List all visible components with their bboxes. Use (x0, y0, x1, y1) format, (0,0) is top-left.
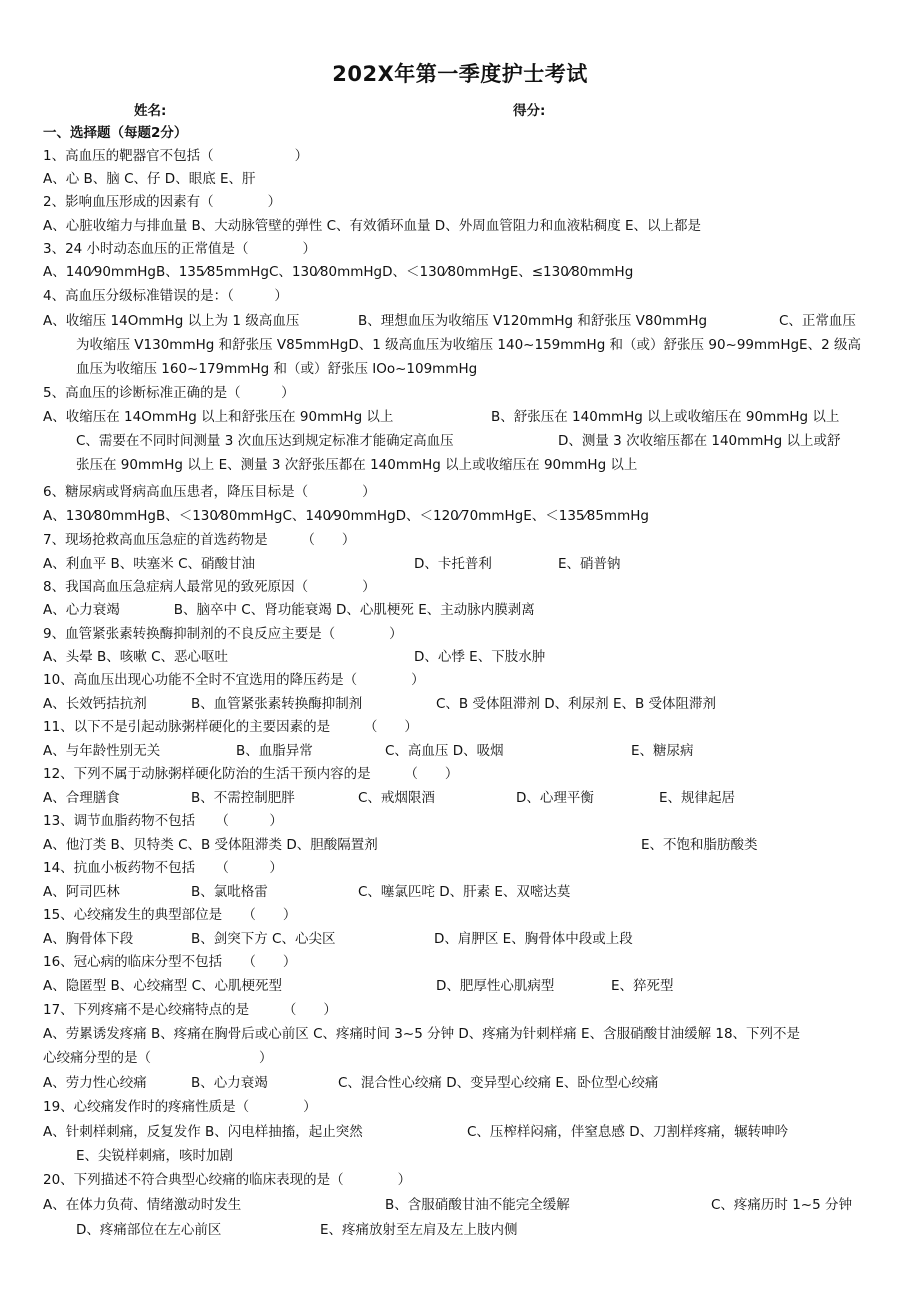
answer-option: C、高血压 D、吸烟 (385, 743, 504, 759)
question-text: 20、下列描述不符合典型心绞痛的临床表现的是（ ） (43, 1172, 412, 1188)
answer-option: A、利血平 B、呋塞米 C、硝酸甘油 (43, 556, 256, 572)
answer-option: C、B 受体阻滞剂 D、利尿剂 E、B 受体阻滞剂 (436, 696, 717, 712)
answer-options: A、130⁄80mmHgB、＜130⁄80mmHgC、140⁄90mmHgD、＜120⁄70mmHgE、＜135⁄85mmHg (43, 508, 649, 524)
answer-option: C、疼痛历时 1~5 分钟 (711, 1197, 852, 1213)
question-text: 4、高血压分级标准错误的是：（ ） (43, 288, 288, 304)
answer-options: A、心力衰竭 B、脑卒中 C、肾功能衰竭 D、心肌梗死 E、主动脉内膜剥离 (43, 602, 535, 618)
question-text: 19、心绞痛发作时的疼痛性质是（ ） (43, 1099, 317, 1115)
answer-option: A、胸骨体下段 (43, 931, 134, 947)
question-text: 7、现场抢救高血压急症的首选药物是 （ ） (43, 532, 356, 548)
question-text: 15、心绞痛发生的典型部位是 （ ） (43, 907, 297, 923)
question-text: 8、我国高血压急症病人最常见的致死原因（ ） (43, 579, 376, 595)
answer-option: A、他汀类 B、贝特类 C、B 受体阻滞类 D、胆酸隔置剂 (43, 837, 378, 853)
answer-option: C、需要在不同时间测量 3 次血压达到规定标准才能确定高血压 (76, 433, 454, 449)
answer-option: E、疼痛放射至左肩及左上肢内侧 (320, 1222, 518, 1238)
answer-option: A、针刺样刺痛，反复发作 B、闪电样抽搐，起止突然 (43, 1124, 363, 1140)
question-text: 1、高血压的靶器官不包括（ ） (43, 148, 309, 164)
question-text: 12、下列不属于动脉粥样硬化防治的生活干预内容的是 （ ） (43, 766, 459, 782)
answer-option: B、理想血压为收缩压 V120mmHg 和舒张压 V80mmHg (358, 313, 708, 329)
answer-option: D、疼痛部位在左心前区 (76, 1222, 222, 1238)
question-text: 17、下列疼痛不是心绞痛特点的是 （ ） (43, 1002, 337, 1018)
answer-option: D、心悸 E、下肢水肿 (414, 649, 546, 665)
answer-option: E、尖锐样刺痛，咳时加剧 (76, 1148, 234, 1164)
answer-option: C、戒烟限酒 (358, 790, 435, 806)
answer-options: A、心 B、脑 C、仔 D、眼底 E、肝 (43, 171, 256, 187)
question-text: 11、以下不是引起动脉粥样硬化的主要因素的是 （ ） (43, 719, 418, 735)
answer-option: D、卡托普利 (414, 556, 492, 572)
answer-option: E、糖尿病 (631, 743, 694, 759)
question-text: 5、高血压的诊断标准正确的是（ ） (43, 385, 295, 401)
answer-options: A、劳累诱发疼痛 B、疼痛在胸骨后或心前区 C、疼痛时间 3~5 分钟 D、疼痛为针刺样痛 E、含服硝酸甘油缓解 18、下列不是 (43, 1026, 801, 1042)
answer-option: A、合理膳食 (43, 790, 120, 806)
question-text: 16、冠心病的临床分型不包括 （ ） (43, 954, 297, 970)
score-label: 得分: (513, 103, 546, 119)
answer-option: A、在体力负荷、情绪激动时发生 (43, 1197, 242, 1213)
answer-options: 张压在 90mmHg 以上 E、测量 3 次舒张压都在 140mmHg 以上或收缩压在 90mmHg 以上 (76, 457, 638, 473)
question-text: 13、调节血脂药物不包括 （ ） (43, 813, 283, 829)
answer-option: B、剑突下方 C、心尖区 (191, 931, 336, 947)
name-label: 姓名: (134, 103, 167, 119)
answer-option: A、头晕 B、咳嗽 C、恶心呕吐 (43, 649, 229, 665)
answer-option: B、氯吡格雷 (191, 884, 268, 900)
answer-option: A、劳力性心绞痛 (43, 1075, 147, 1091)
answer-option: B、含服硝酸甘油不能完全缓解 (385, 1197, 570, 1213)
answer-option: A、收缩压在 14OmmHg 以上和舒张压在 90mmHg 以上 (43, 409, 394, 425)
answer-option: A、阿司匹林 (43, 884, 120, 900)
answer-option: A、与年龄性别无关 (43, 743, 161, 759)
question-text: 6、糖尿病或肾病高血压患者，降压目标是（ ） (43, 484, 376, 500)
answer-option: D、测量 3 次收缩压都在 140mmHg 以上或舒 (558, 433, 841, 449)
answer-option: C、噻氯匹咤 D、肝素 E、双嘧达莫 (358, 884, 571, 900)
answer-option: D、心理平衡 (516, 790, 594, 806)
question-text: 10、高血压出现心功能不全时不宜选用的降压药是（ ） (43, 672, 425, 688)
question-text: 心绞痛分型的是（ ） (43, 1050, 273, 1066)
answer-option: D、肩胛区 E、胸骨体中段或上段 (434, 931, 633, 947)
question-text: 9、血管紧张素转换酶抑制剂的不良反应主要是（ ） (43, 626, 403, 642)
answer-option: B、血脂异常 (236, 743, 313, 759)
answer-option: E、规律起居 (659, 790, 736, 806)
question-text: 14、抗血小板药物不包括 （ ） (43, 860, 283, 876)
answer-option: C、混合性心绞痛 D、变异型心绞痛 E、卧位型心绞痛 (338, 1075, 659, 1091)
answer-option: E、不饱和脂肪酸类 (641, 837, 758, 853)
page-title: 202X年第一季度护士考试 (332, 62, 588, 86)
answer-option: A、长效钙拮抗剂 (43, 696, 147, 712)
answer-options: A、140⁄90mmHgB、135⁄85mmHgC、130⁄80mmHgD、＜130⁄80mmHgE、≤130⁄80mmHg (43, 264, 634, 280)
question-text: 3、24 小时动态血压的正常值是（ ） (43, 241, 317, 257)
answer-option: B、心力衰竭 (191, 1075, 268, 1091)
question-text: 2、影响血压形成的因素有（ ） (43, 194, 282, 210)
answer-option: C、压榨样闷痛，伴窒息感 D、刀割样疼痛，辗转呻吟 (467, 1124, 789, 1140)
answer-options: 血压为收缩压 160~179mmHg 和（或）舒张压 IOo~109mmHg (76, 361, 478, 377)
answer-option: E、硝普钠 (558, 556, 621, 572)
answer-options: 为收缩压 V130mmHg 和舒张压 V85mmHgD、1 级高血压为收缩压 140~159mmHg 和（或）舒张压 90~99mmHgE、2 级高 (76, 337, 861, 353)
answer-option: C、正常血压 (779, 313, 856, 329)
answer-option: E、猝死型 (611, 978, 674, 994)
section-heading: 一、选择题（每题2分） (43, 125, 188, 141)
answer-option: A、隐匿型 B、心绞痛型 C、心肌梗死型 (43, 978, 283, 994)
answer-option: D、肥厚性心肌病型 (436, 978, 555, 994)
answer-options: A、心脏收缩力与排血量 B、大动脉管壁的弹性 C、有效循环血量 D、外周血管阻力和血液粘稠度 E、以上都是 (43, 218, 702, 234)
answer-option: A、收缩压 14OmmHg 以上为 1 级高血压 (43, 313, 300, 329)
answer-option: B、不需控制肥胖 (191, 790, 295, 806)
answer-option: B、舒张压在 140mmHg 以上或收缩压在 90mmHg 以上 (491, 409, 840, 425)
answer-option: B、血管紧张素转换酶抑制剂 (191, 696, 363, 712)
